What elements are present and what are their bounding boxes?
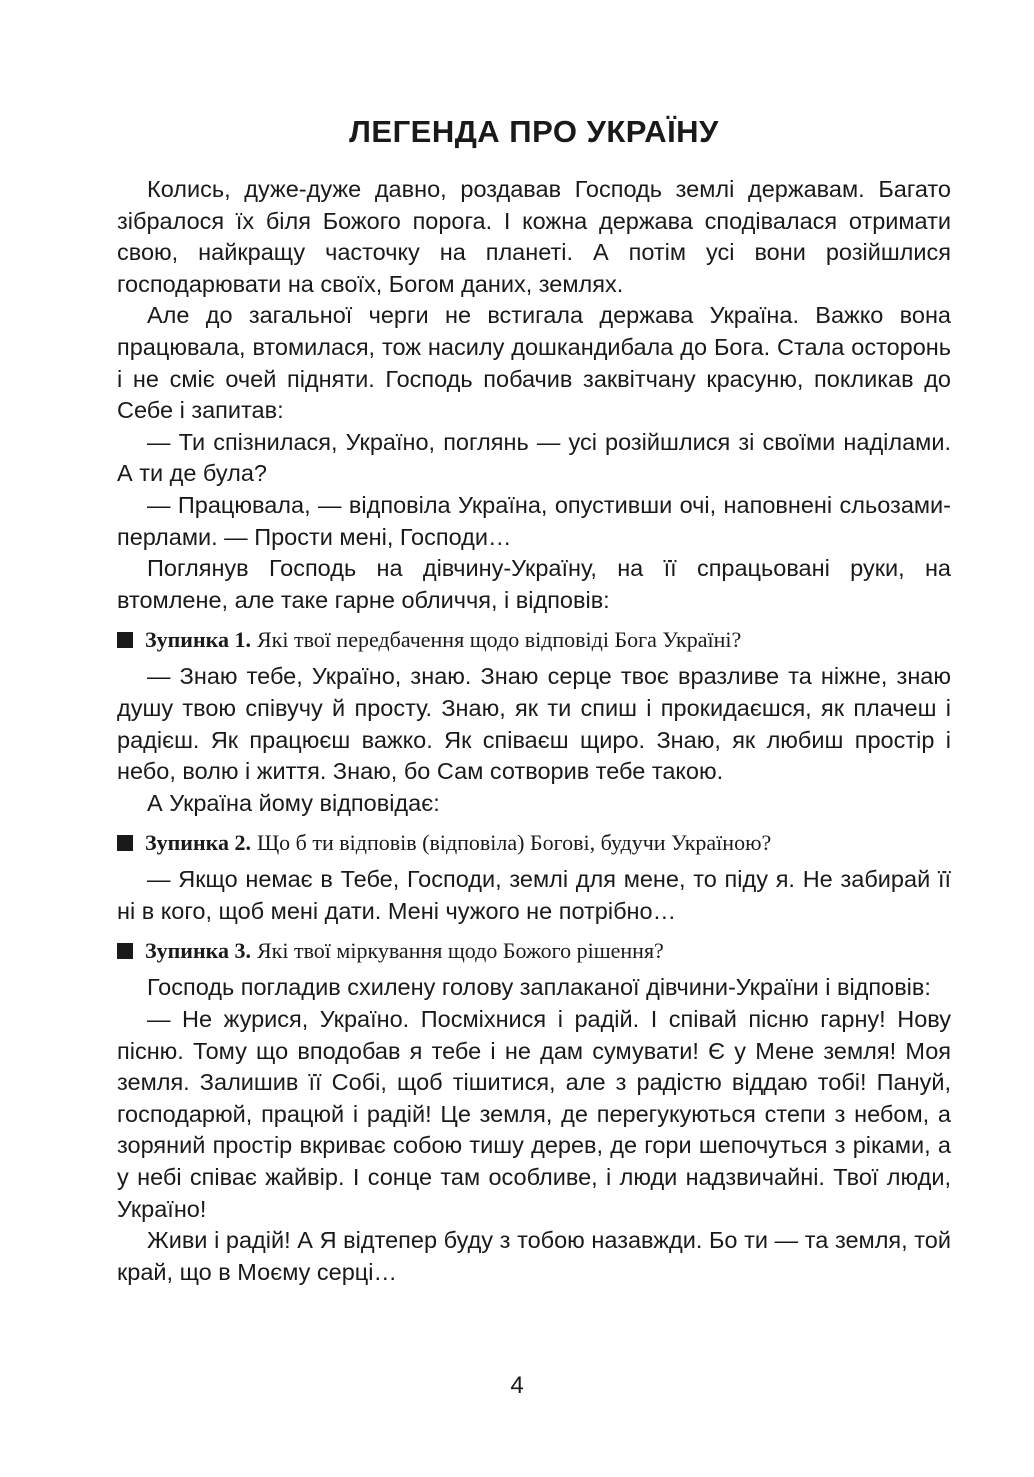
text-block-1 (117, 174, 951, 616)
stop-label: Зупинка 3. (145, 938, 251, 964)
paragraph: Господь погладив схилену голову заплаканої дівчини-України і відповів: (147, 974, 931, 1001)
stop-label: Зупинка 1. (145, 627, 251, 653)
paragraph: Колись, дуже-дуже давно, роздавав Господь землі державам. Багато зібралося їх біля Божого порога. І кожна держава сподівалася отримати свою, найкращу часточку на планеті. А потім усі вони розійшлися господарювати на своїх, Богом даних, землях. (117, 176, 951, 297)
paragraph: — Працювала, — відповіла Україна, опустивши очі, наповнені сльозами-перлами. — Прости мені, Господи… (117, 491, 951, 550)
stop-1 (117, 625, 951, 655)
paragraph: — Якщо немає в Тебе, Господи, землі для мене, то піду я. Не забирай її ні в кого, щоб мені дати. Мені чужого не потрібно… (117, 866, 951, 924)
paragraph: А Україна йому відповідає: (147, 789, 440, 816)
stop-question: Що б ти відповів (відповіла) Богові, будучи Україною? (256, 830, 772, 856)
paragraph: — Ти спізнилася, Україно, поглянь — усі розійшлися зі своїми наділами. А ти де була? (117, 428, 951, 487)
text-block-3 (117, 864, 951, 927)
square-bullet-icon (117, 943, 133, 959)
paragraph: Живи і радій! А Я відтепер буду з тобою назавжди. Бо ти — та земля, той край, що в Моєму серці… (117, 1227, 951, 1285)
stop-question: Які твої передбачення щодо відповіді Бога Україні? (256, 627, 742, 653)
stop-2 (117, 828, 951, 858)
page-title: ЛЕГЕНДА ПРО УКРАЇНУ (349, 114, 719, 149)
page-number: 4 (510, 1372, 524, 1399)
paragraph: — Знаю тебе, Україно, знаю. Знаю серце твоє вразливе та ніжне, знаю душу твою співучу й просту. Знаю, як ти спиш і прокидаєшся, як плачеш і радієш. Як працюєш важко. Як співаєш щиро. Знаю, як любиш простір і небо, волю і життя. Знаю, бо Сам сотворив тебе такою. (117, 663, 951, 785)
square-bullet-icon (117, 835, 133, 851)
text-block-2 (117, 661, 951, 819)
stop-question: Які твої міркування щодо Божого рішення? (256, 938, 664, 964)
text-block-4 (117, 972, 951, 1288)
stop-label: Зупинка 2. (145, 830, 251, 856)
paragraph: Але до загальної черги не встигала держава Україна. Важко вона працювала, втомилася, тож насилу дошкандибала до Бога. Стала осторонь і не сміє очей підняти. Господь побачив заквітчану красуню, покликав до Себе і запитав: (117, 302, 951, 424)
paragraph: Поглянув Господь на дівчину-Україну, на її спрацьовані руки, на втомлене, але таке гарне обличчя, і відповів: (117, 555, 951, 613)
page-content (117, 108, 951, 1288)
paragraph: — Не журися, Україно. Посміхнися і радій. І співай пісню гарну! Нову пісню. Тому що вподобав я тебе і не дам сумувати! Є у Мене земля! Моя земля. Залишив її Собі, щоб тішитися, але з радістю віддаю тобі! Пануй, господарюй, працюй і радій! Це земля, де перегукуються степи з небом, а зоряний простір вкриває собою тишу дерев, де гори шепочуться з ріками, а у небі співає жайвір. І сонце там особливе, і люди надзвичайні. Твої люди, Україно! (117, 1006, 951, 1222)
stop-3 (117, 936, 951, 966)
square-bullet-icon (117, 632, 133, 648)
